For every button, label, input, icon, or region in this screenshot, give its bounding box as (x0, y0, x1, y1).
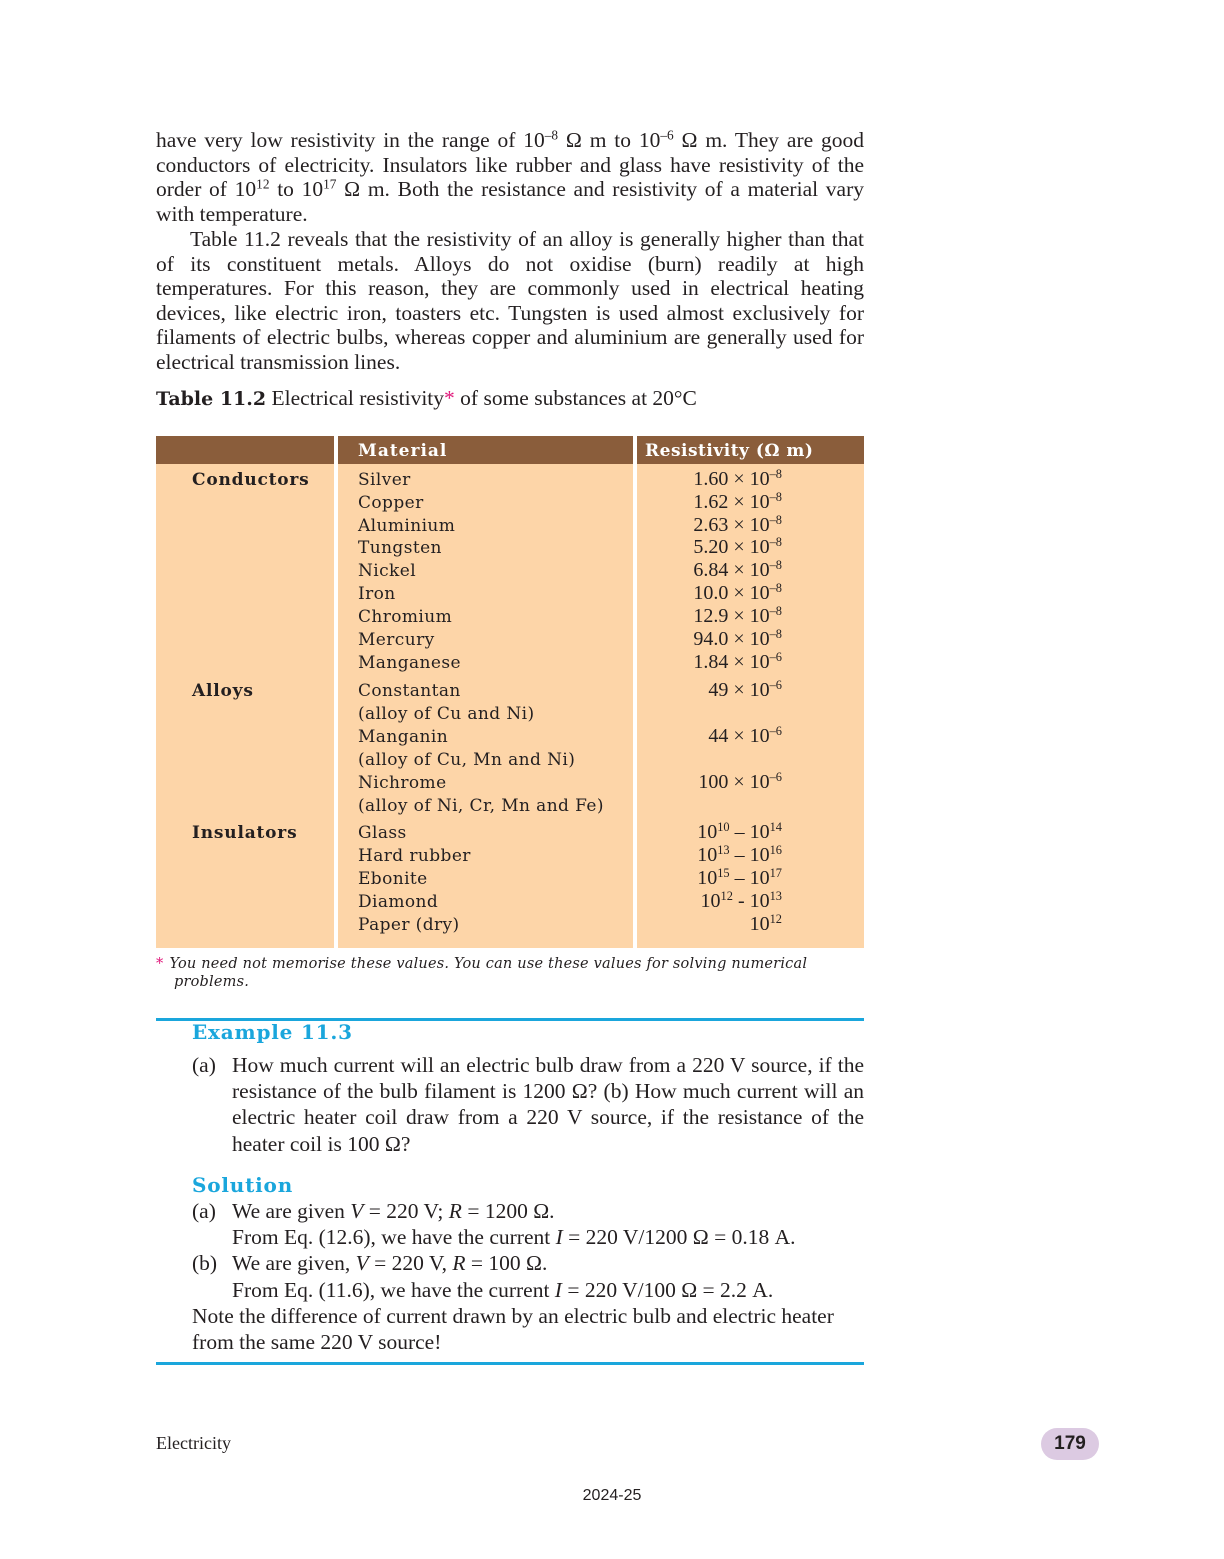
table-row-note: (alloy of Cu, Mn and Ni) (358, 750, 576, 770)
table-row-material: Manganin (358, 727, 449, 747)
example-title: Example 11.3 (192, 1020, 353, 1044)
table-row-value: $10^{12} - 10^{13}$ (700, 889, 782, 912)
category-alloys: Alloys (192, 681, 254, 701)
category-conductors: Conductors (192, 470, 310, 490)
table-row-value: $2.63 \times 10^{-8}$ (693, 513, 782, 536)
table-row-value: $5.20 \times 10^{-8}$ (693, 535, 782, 558)
table-row-value: $94.0 \times 10^{-8}$ (693, 627, 782, 650)
table-row-value: $1.62 \times 10^{-8}$ (693, 490, 782, 513)
table-row-value: $10^{13} - 10^{16}$ (697, 843, 782, 866)
table-row-material: Iron (358, 584, 396, 604)
footnote-asterisk: * (156, 956, 164, 972)
table-row-material: Aluminium (358, 516, 456, 536)
table-row-value: $12.9 \times 10^{-8}$ (693, 604, 782, 627)
table-row-value: $49 \times 10^{-6}$ (708, 678, 782, 701)
resistivity-table (156, 436, 864, 948)
solution-note: Note the difference of current drawn by an electric bulb and electric heater from the same 220 V source! (192, 1303, 834, 1355)
table-row-material: Nickel (358, 561, 417, 581)
table-caption-label: Table 11.2 (156, 388, 267, 410)
table-row-material: Manganese (358, 653, 461, 673)
table-row-value: $44 \times 10^{-6}$ (708, 724, 782, 747)
solution-part-a: (a) We are given V = 220 V; R = 1200 Ω. From Eq. (12.6), we have the current I = 220 V/1200 Ω = 0.18 A. (192, 1199, 796, 1250)
asterisk-marker: * (444, 386, 455, 410)
intro-paragraph-1: have very low resistivity in the range of $10^{-8}$ Ω m to $10^{-6}$ Ω m. They are good conductors of electricity. Insulators like rubber and glass have resistivity of the order of $10^{12}$ to $10^{17}$ Ω m. Both the resistance and resistivity of a material vary with temperature. (156, 127, 864, 226)
edition-year: 2024-25 (582, 1487, 642, 1504)
material-header: Material (338, 436, 633, 464)
table-row-material: Chromium (358, 607, 453, 627)
table-row-value: $100 \times 10^{-6}$ (698, 770, 782, 793)
table-row-material: Glass (358, 823, 407, 843)
page-number-badge: 179 (1041, 1428, 1099, 1460)
table-row-value: $1.84 \times 10^{-6}$ (693, 650, 782, 673)
chapter-name: Electricity (156, 1433, 231, 1453)
table-row-note: (alloy of Cu and Ni) (358, 704, 535, 724)
table-row-note: (alloy of Ni, Cr, Mn and Fe) (358, 796, 604, 816)
table-row-material: Mercury (358, 630, 435, 650)
table-row-value: $10^{10} - 10^{14}$ (697, 820, 782, 843)
resistivity-header: Resistivity (Ω m) (637, 436, 864, 464)
intro-paragraph-2: Table 11.2 reveals that the resistivity of an alloy is generally higher than that of its constituent metals. Alloys do not oxidise (burn) readily at high temperatures. For this reason, they are commonly used in electrical heating devices, like electric iron, toasters etc. Tungsten is used almost exclusively for filaments of electric bulbs, whereas copper and aluminium are generally used for electrical transmission lines. (156, 227, 864, 374)
solution-title: Solution (192, 1173, 294, 1197)
table-row-value: $10^{12}$ (749, 912, 782, 935)
solution-body (192, 1198, 864, 1355)
table-footnote: * You need not memorise these values. You can use these values for solving numerical problems. (156, 956, 808, 990)
category-insulators: Insulators (192, 823, 298, 843)
table-row-value: $1.60 \times 10^{-8}$ (693, 467, 782, 490)
table-row-value: $10^{15} - 10^{17}$ (697, 866, 782, 889)
table-row-material: Tungsten (358, 538, 442, 558)
example-bottom-rule (156, 1362, 864, 1365)
table-row-material: Nichrome (358, 773, 447, 793)
table-caption: Table 11.2 Electrical resistivity* of some substances at 20°C (156, 386, 697, 410)
category-header (156, 436, 334, 464)
table-row-value: $10.0 \times 10^{-8}$ (693, 581, 782, 604)
table-row-material: Copper (358, 493, 424, 513)
table-row-material: Ebonite (358, 869, 428, 889)
table-row-material: Diamond (358, 892, 439, 912)
table-row-material: Constantan (358, 681, 461, 701)
table-row-material: Paper (dry) (358, 915, 460, 935)
solution-part-b: (b) We are given, V = 220 V, R = 100 Ω. From Eq. (11.6), we have the current I = 220 V/100 Ω = 2.2 A. (192, 1251, 774, 1302)
table-row-material: Hard rubber (358, 846, 471, 866)
table-row-material: Silver (358, 470, 411, 490)
table-row-value: $6.84 \times 10^{-8}$ (693, 558, 782, 581)
example-question: (a) How much current will an electric bulb draw from a 220 V source, if the resistance of the bulb filament is 1200 Ω? (b) How much current will an electric heater coil draw from a 220 V source, if the resistance of the heater coil is 100 Ω? (192, 1053, 864, 1156)
